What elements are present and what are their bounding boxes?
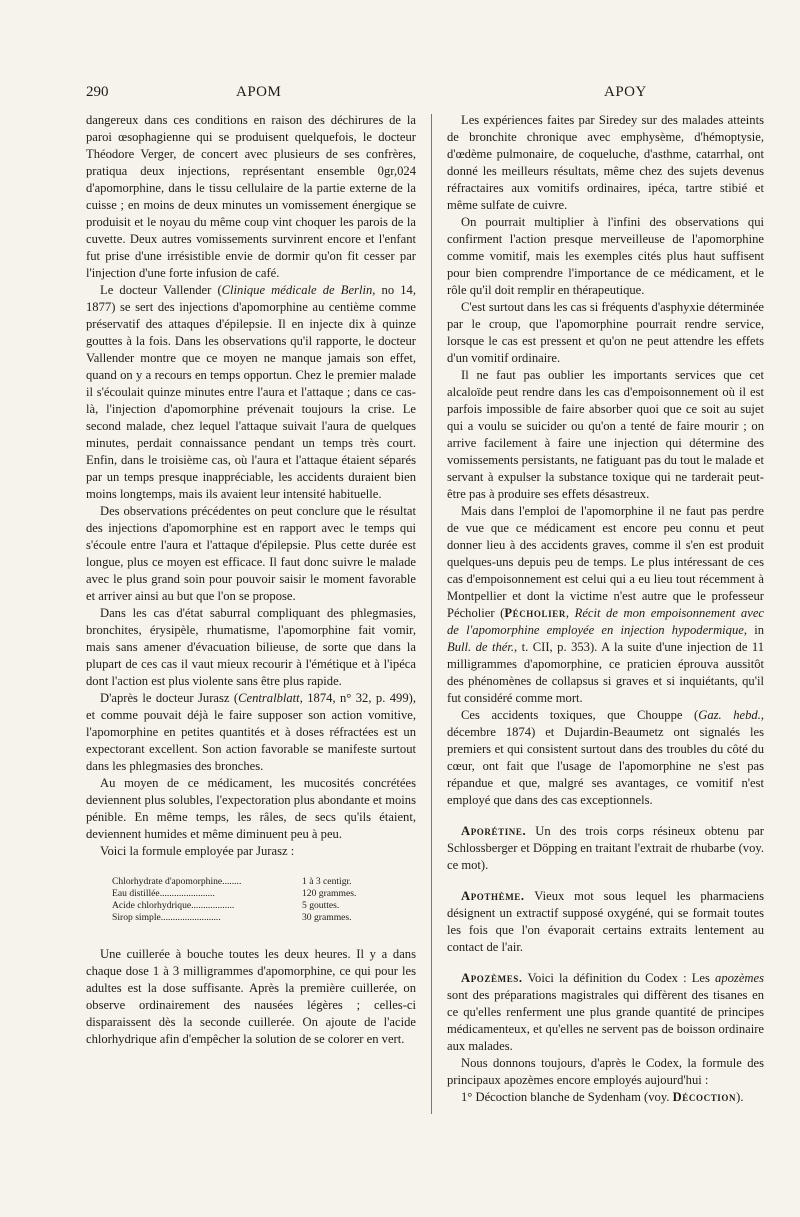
paragraph: Au moyen de ce médicament, les mucosités concrétées deviennent plus solubles, l'expectoration plus abondante et moins pénible. En même temps, les râles, de secs qu'ils étaient, deviennent humides et même diminuent peu à peu. (86, 776, 416, 841)
paragraph: Voici la formule employée par Jurasz : (100, 844, 295, 858)
right-running-head: APOY (604, 84, 647, 100)
recipe-ingredient: Chlorhydrate d'apomorphine........ (112, 876, 242, 887)
recipe-ingredient: Acide chlorhydrique.................. (112, 900, 235, 911)
paragraph: Des observations précédentes on peut conclure que le résultat des injections d'apomorphine est en rapport avec le temps qui s'écoule entre l'aura et l'attaque d'épilepsie. Plus cette durée est longue, plus ce moyen est efficace. Il faut donc suivre le malade avec le plus grand soin pour pouvoir saisir le moment favorable et arriver ainsi au but que l'on se propose. (86, 504, 416, 603)
entry-term: Apothème. (461, 889, 525, 903)
recipe-quantity: 30 grammes. (302, 912, 352, 923)
entry-term: Aporétine. (461, 824, 527, 838)
recipe-row (112, 912, 382, 924)
paragraph: Dans les cas d'état saburral compliquant des phlegmasies, bronchites, érysipèle, rhumatisme, l'apomorphine fait vomir, mais sans amener d'évacuation bilieuse, de sorte que dans la plupart de ces cas il vaut mieux recourir à l'émétique et à l'ipéca dont l'action est plus violente sans être plus rapide. (86, 606, 416, 688)
entry-term: Apozèmes. (461, 971, 523, 985)
paragraph: Les expériences faites par Siredey sur des malades atteints de bronchite chronique avec emphysème, d'hémoptysie, d'œdème pulmonaire, de coqueluche, d'asthme, catarrhal, ont donné les meilleurs résultats, même chez des sujets devenus réfractaires aux vomitifs ordinaires, ipéca, tartre stibié et même sulfate de cuivre. (447, 113, 764, 212)
paragraph: dangereux dans ces conditions en raison des déchirures de la paroi œsophagienne qui se produisent quelquefois, le docteur Théodore Verger, de concert avec plusieurs de ses confrères, pratiqua deux injections, représentant ensemble 0gr,024 d'apomorphine, dans le tissu cellulaire de la partie externe de la cuisse ; en moins de deux minutes un vomissement énergique se produisit et le noyau du même coup vint choquer les parois de la cuvette. Deux autres vomissements survinrent encore et l'enfant fut prise d'une irrésistible envie de dormir qu'on fit cesser par l'injection d'une forte infusion de café. (86, 113, 416, 280)
paragraph: Nous donnons toujours, d'après le Codex, la formule des principaux apozèmes encore employés aujourd'hui : (447, 1056, 764, 1087)
left-running-head: APOM (236, 84, 282, 100)
left-column (86, 112, 416, 1048)
source-title: Centralblatt (238, 691, 300, 705)
recipe-quantity: 5 gouttes. (302, 900, 340, 911)
column-divider (431, 114, 432, 1114)
paragraph: Ces accidents toxiques, que Chouppe (Gaz. hebd., décembre 1874) et Dujardin-Beaumetz ont signalés les premiers et qui consistent surtout dans des troubles du côté du cœur, ont fait que l'usage de l'apomorphine ne s'est pas répandue et que, malgré ses avantages, ce vomitif n'est employé que dans des cas exceptionnels. (447, 708, 765, 807)
paragraph: Le docteur Vallender (Clinique médicale de Berlin, no 14, 1877) se sert des injections d'apomorphine au centième comme préservatif des attaques d'épilepsie. Il en injecte dix à quinze gouttes à la fois. Dans les observations qu'il rapporte, le docteur Vallender montre que ce moyen ne manque jamais son effet, quand on y a recours en temps opportun. Chez le premier malade il s'écoulait quinze minutes entre l'aura et l'attaque ; dans ce cas-là, l'injection d'apomorphine prévenait toujours la crise. Le second malade, chez lequel l'attaque suivait l'aura de quelques minutes, perdait connaissance pendant un temps très court. Enfin, dans le troisième cas, où l'aura et l'attaque étaient séparés par un temps presque inappréciable, les accidents duraient bien moins longtemps, mais ils avaient leur intensité habituelle. (86, 283, 416, 501)
source-title: Récit de mon empoisonnement avec de l'apomorphine employée en injection hypodermique (447, 606, 764, 637)
source-title: Clinique médicale de Berlin (221, 283, 373, 297)
source-title: Gaz. hebd. (698, 708, 761, 722)
paragraph: C'est surtout dans les cas si fréquents d'asphyxie déterminée par le croup, que l'apomorphine pourrait rendre service, lorsque le cas est pressent et qu'on ne peut attendre les effets d'un vomitif ordinaire. (447, 300, 764, 365)
paragraph: D'après le docteur Jurasz (Centralblatt, 1874, n° 32, p. 499), et comme pouvait déjà le faire supposer son action vomitive, l'apomorphine en petites quantités et à doses réfractées est un expectorant excellent. Son action favorable se manifeste surtout dans les phlegmasies des bronches. (86, 691, 416, 773)
page-number: 290 (86, 84, 109, 100)
recipe-row (112, 900, 382, 912)
recipe-ingredient: Eau distillée....................... (112, 888, 215, 899)
author-name: Pécholier (504, 606, 566, 620)
paragraph: 1° Décoction blanche de Sydenham (voy. Décoction). (461, 1090, 744, 1104)
paragraph: On pourrait multiplier à l'infini des observations qui confirment l'action presque merveilleuse de l'apomorphine comme vomitif, mais les exemples cités plus haut suffisent pour bien comprendre l'importance de ce médicament, et le rôle qu'il doit remplir en thérapeutique. (447, 215, 764, 297)
paragraph: Mais dans l'emploi de l'apomorphine il ne faut pas perdre de vue que ce médicament est encore peu connu et peut donner lieu à des accidents graves, comme il s'en est produit quelques-uns depuis peu de temps. Le plus intéressant de ces cas d'empoisonnement est celui qui a eu lieu tout récemment à Montpellier et dont la victime n'est autre que le professeur Pécholier (Pécholier, Récit de mon empoisonnement avec de l'apomorphine employée en injection hypodermique, in Bull. de thér., t. CII, p. 353). A la suite d'une injection de 11 milligrammes d'apomorphine, ce praticien éprouva aussitôt des phénomènes de collapsus si graves et si inquiétants, qu'il fut considéré comme mort. (447, 504, 765, 705)
recipe-quantity: 120 grammes. (302, 888, 357, 899)
paragraph: Il ne faut pas oublier les importants services que cet alcaloïde peut rendre dans les cas d'empoisonnement où il est parfois impossible de faire absorber quoi que ce soit au sujet qui a voulu se suicider ou qu'on a tenté de faire mourir ; on arrive facilement à faire une injection qui détermine des vomissements persistants, ne fatiguant pas du tout le malade et servant à expulser la substance toxique qui ne tarderait peut-être pas à produire ses effets désastreux. (447, 368, 764, 501)
recipe-table (112, 876, 416, 924)
dictionary-entry: Aporétine. Un des trois corps résineux obtenu par Schlossberger et Döpping en traitant l'extrait de rhubarbe (voy. ce mot). (447, 824, 764, 872)
dictionary-entry: Apothème. Vieux mot sous lequel les pharmaciens désignent un extractif supposé oxygéné, qui se formait toutes les fois que l'on évaporait certains extraits lentement au contact de l'air. (447, 889, 764, 954)
running-header (86, 84, 744, 106)
journal-title: Bull. de thér. (447, 640, 515, 654)
recipe-row (112, 876, 382, 888)
cross-reference: Décoction (672, 1090, 737, 1104)
right-column (447, 112, 764, 1106)
recipe-quantity: 1 à 3 centigr. (302, 876, 352, 887)
paragraph: Une cuillerée à bouche toutes les deux heures. Il y a dans chaque dose 1 à 3 milligrammes d'apomorphine, ce qui pour les adultes est la dose suffisante. Après la première cuillerée, on observe ordinairement des nausées légères ; celles-ci disparaissent dès la seconde cuillerée. On ajoute de l'acide chlorhydrique afin d'empêcher la solution de se colorer en vert. (86, 947, 416, 1046)
recipe-row (112, 888, 382, 900)
recipe-ingredient: Sirop simple......................... (112, 912, 221, 923)
dictionary-entry: Apozèmes. Voici la définition du Codex : Les apozèmes sont des préparations magistrales qui diffèrent des tisanes en ce qu'elles renferment une plus grande quantité de principes médicamenteux, et qu'elles ne servent pas de boisson ordinaire aux malades. (447, 971, 764, 1053)
